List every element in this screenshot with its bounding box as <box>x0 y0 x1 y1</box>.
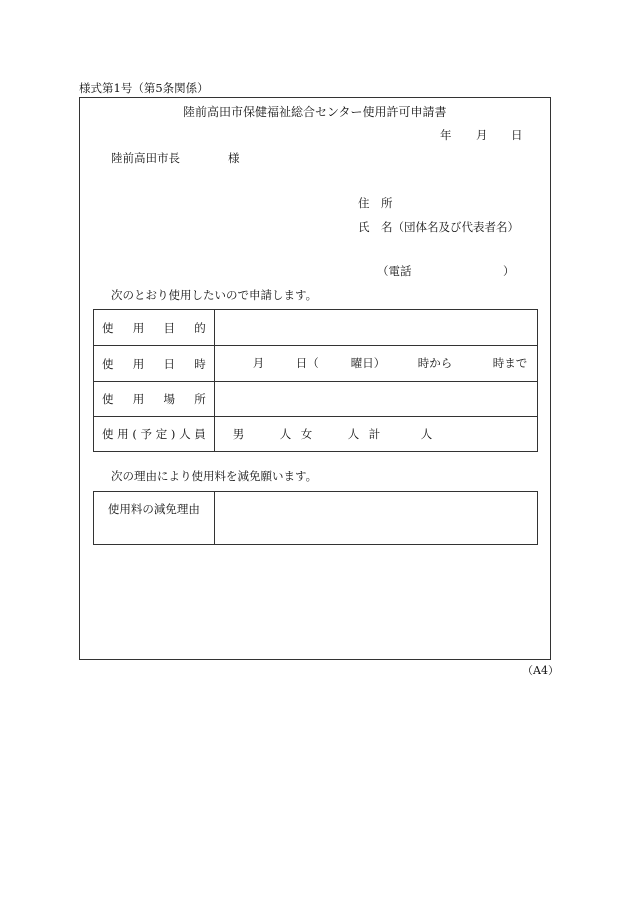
dt-day: 日（ <box>295 356 319 370</box>
usage-table <box>93 309 538 452</box>
row-reduction <box>94 492 538 545</box>
address-label: 住 所 <box>358 196 393 210</box>
name-label: 氏 名（団体名及び代表者名） <box>358 220 519 234</box>
people-female-unit: 人 <box>347 427 360 441</box>
phone-open: （電話 <box>377 264 412 278</box>
people-label: 使用(予定)人員 <box>102 427 206 441</box>
addressee-name: 陸前高田市長 <box>111 151 180 165</box>
people-value <box>214 417 537 452</box>
date-year: 年 <box>440 128 452 142</box>
reduction-label-cell <box>94 492 215 545</box>
datetime-label: 使用日時 <box>102 356 206 371</box>
place-value <box>214 382 537 417</box>
dt-from: 時から <box>417 356 453 370</box>
reduction-label: 使用料の減免理由 <box>107 502 200 516</box>
people-total: 計 <box>368 427 381 441</box>
row-purpose <box>94 310 538 346</box>
date-month: 月 <box>476 128 488 142</box>
place-label-cell <box>94 382 215 417</box>
addressee-honorific: 様 <box>228 151 240 165</box>
dt-to: 時まで <box>492 356 528 370</box>
phone-close: ） <box>503 264 515 278</box>
people-label-cell <box>94 417 215 452</box>
row-datetime <box>94 346 538 382</box>
intro-text: 次のとおり使用したいので申請します。 <box>111 288 318 302</box>
dt-weekday: 曜日） <box>350 356 386 370</box>
purpose-label-cell <box>94 310 215 346</box>
reduction-intro: 次の理由により使用料を減免願います。 <box>111 469 318 483</box>
people-total-unit: 人 <box>420 427 433 441</box>
datetime-label-cell <box>94 346 215 382</box>
date-day: 日 <box>511 128 523 142</box>
purpose-label: 使用目的 <box>102 320 206 335</box>
place-label: 使用場所 <box>102 392 206 406</box>
people-female: 女 <box>300 427 313 441</box>
form-title: 陸前高田市保健福祉総合センター使用許可申請書 <box>183 105 447 119</box>
reduction-table <box>93 491 538 545</box>
reduction-value <box>214 492 537 545</box>
people-male-unit: 人 <box>279 427 292 441</box>
purpose-value <box>214 310 537 346</box>
row-place <box>94 382 538 417</box>
datetime-value <box>214 346 537 382</box>
row-people <box>94 417 538 452</box>
people-male: 男 <box>232 427 245 441</box>
form-number: 様式第1号（第5条関係） <box>79 81 209 95</box>
paper-size: （A4） <box>522 664 559 677</box>
dt-month: 月 <box>252 356 265 370</box>
